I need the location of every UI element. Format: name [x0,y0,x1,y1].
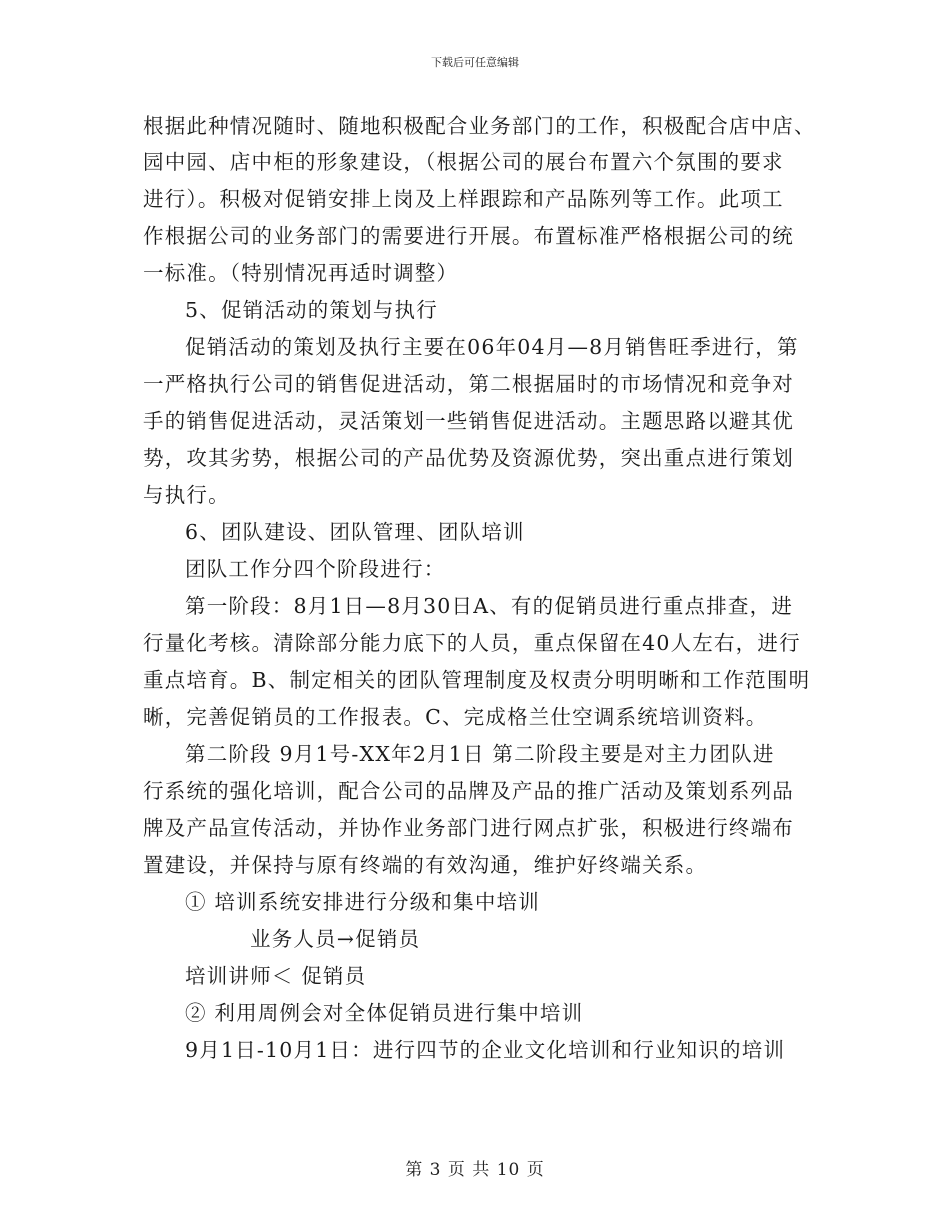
text-line: 势，攻其劣势，根据公司的产品优势及资源优势，突出重点进行策划 [143,446,794,470]
text-line: 一标准。（特别情况再适时调整） [143,261,459,285]
diagram-line: 培训讲师＜ 促销员 [185,964,367,988]
text-line: 重点培育。B、制定相关的团队管理制度及权责分明明晰和工作范围明 [143,668,811,692]
text-line: 团队工作分四个阶段进行： [185,557,446,581]
page-header: 下载后可任意编辑 [431,56,519,69]
diagram-line: 业务人员→促销员 [250,927,421,951]
text-line: 进行）。积极对促销安排上岗及上样跟踪和产品陈列等工作。此项工 [143,187,784,211]
text-line: 第一阶段：8月1日—8月30日A、有的促销员进行重点排查，进 [185,594,794,618]
text-line: 9月1日-10月1日：进行四节的企业文化培训和行业知识的培训 [185,1038,786,1062]
text-line: 第二阶段 9月1号-XX年2月1日 第二阶段主要是对主力团队进 [185,742,775,766]
text-line: 手的销售促进活动，灵活策划一些销售促进活动。主题思路以避其优 [143,409,794,433]
text-line: 牌及产品宣传活动，并协作业务部门进行网点扩张，积极进行终端布 [143,816,794,840]
text-line: 行量化考核。清除部分能力底下的人员，重点保留在40人左右，进行 [143,631,801,655]
text-line: 作根据公司的业务部门的需要进行开展。布置标准严格根据公司的统 [143,224,794,248]
list-item: ② 利用周例会对全体促销员进行集中培训 [185,1001,584,1025]
text-line: 与执行。 [143,483,230,507]
section-heading: 6、团队建设、团队管理、团队培训 [185,520,525,544]
text-line: 置建设，并保持与原有终端的有效沟通，维护好终端关系。 [143,853,708,877]
text-line: 根据此种情况随时、随地积极配合业务部门的工作，积极配合店中店、 [143,114,816,138]
text-line: 晰，完善促销员的工作报表。C、完成格兰仕空调系统培训资料。 [143,705,768,729]
section-heading: 5、促销活动的策划与执行 [185,298,438,322]
list-item: ① 培训系统安排进行分级和集中培训 [185,890,540,914]
text-line: 一严格执行公司的销售促进活动，第二根据届时的市场情况和竞争对 [143,372,794,396]
text-line: 促销活动的策划及执行主要在06年04月—8月销售旺季进行，第 [185,335,799,359]
text-line: 园中园、店中柜的形象建设，（根据公司的展台布置六个氛围的要求 [143,150,784,174]
text-line: 行系统的强化培训，配合公司的品牌及产品的推广活动及策划系列品 [143,779,794,803]
page-footer: 第 3 页 共 10 页 [405,1160,545,1180]
